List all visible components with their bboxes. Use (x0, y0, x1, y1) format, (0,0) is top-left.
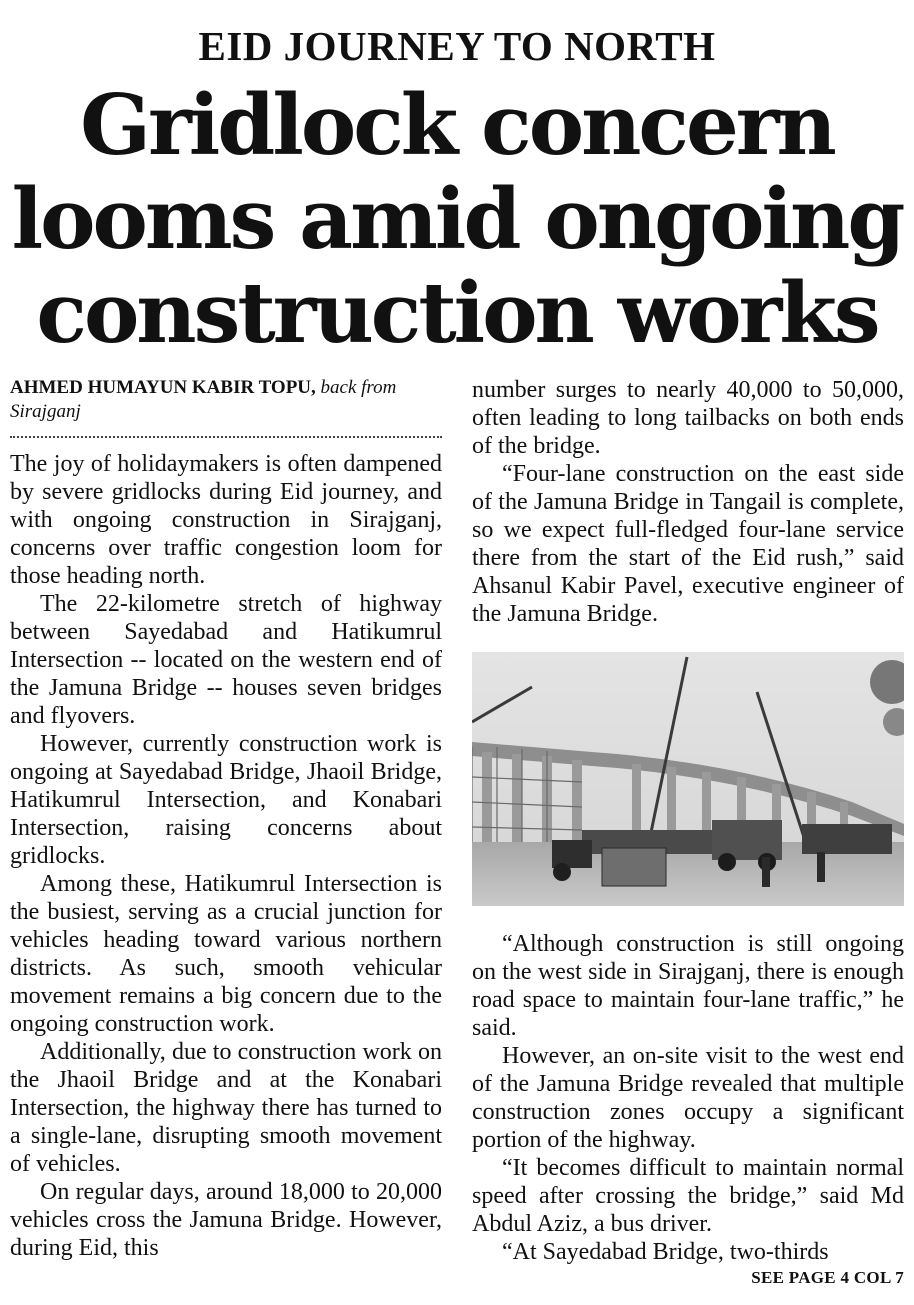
paragraph: However, currently construction work is ongoing at Sayedabad Bridge, Jhaoil Bridge, Hatikumrul Intersection, and Konabari Intersection, raising concerns about gridlocks. (10, 731, 442, 869)
left-column (10, 376, 442, 1262)
byline-divider (10, 436, 442, 438)
continued-jump-line[interactable]: SEE PAGE 4 COL 7 (751, 1268, 904, 1287)
paragraph: “It becomes difficult to maintain normal speed after crossing the bridge,” said Md Abdul Aziz, a bus driver. (472, 1155, 904, 1237)
right-column-bottom (472, 930, 904, 1266)
headline-line-1: Gridlock concern (80, 76, 834, 174)
paragraph: The joy of holidaymakers is often dampened by severe gridlocks during Eid journey, and with ongoing construction in Sirajganj, concerns over traffic congestion loom for those heading north. (10, 451, 442, 589)
kicker: EID JOURNEY TO NORTH (198, 23, 716, 69)
paragraph: “Four-lane construction on the east side of the Jamuna Bridge in Tangail is complete, so we expect full-fledged four-lane service there from the start of the Eid rush,” said Ahsanul Kabir Pavel, executive engineer of the Jamuna Bridge. (472, 461, 904, 627)
headline-line-3: construction works (36, 264, 878, 362)
paragraph: “Although construction is still ongoing on the west side in Sirajganj, there is enough road space to maintain four-lane traffic,” he said. (472, 931, 904, 1041)
byline-author: AHMED HUMAYUN KABIR TOPU, (10, 377, 316, 398)
paragraph: The 22-kilometre stretch of highway between Sayedabad and Hatikumrul Intersection -- located on the western end of the Jamuna Bridge -- houses seven bridges and flyovers. (10, 591, 442, 729)
paragraph: “At Sayedabad Bridge, two-thirds (502, 1239, 829, 1265)
byline-location: back from Sirajganj (10, 377, 397, 422)
byline (10, 376, 442, 424)
headline-line-2: looms amid ongoing (11, 170, 903, 268)
paragraph: Among these, Hatikumrul Intersection is the busiest, serving as a crucial junction for vehicles heading toward various northern districts. As such, smooth vehicular movement remains a big concern due to the ongoing construction work. (10, 871, 442, 1037)
paragraph: number surges to nearly 40,000 to 50,000, often leading to long tailbacks on both ends of the bridge. (472, 377, 904, 459)
construction-site-photo (472, 652, 904, 906)
paragraph: On regular days, around 18,000 to 20,000 vehicles cross the Jamuna Bridge. However, during Eid, this (10, 1179, 442, 1261)
paragraph: Additionally, due to construction work on the Jhaoil Bridge and at the Konabari Intersection, the highway there has turned to a single-lane, disrupting smooth movement of vehicles. (10, 1039, 442, 1177)
right-column-top (472, 376, 904, 628)
headline (0, 78, 914, 360)
paragraph: However, an on-site visit to the west end of the Jamuna Bridge revealed that multiple construction zones occupy a significant portion of the highway. (472, 1043, 904, 1153)
